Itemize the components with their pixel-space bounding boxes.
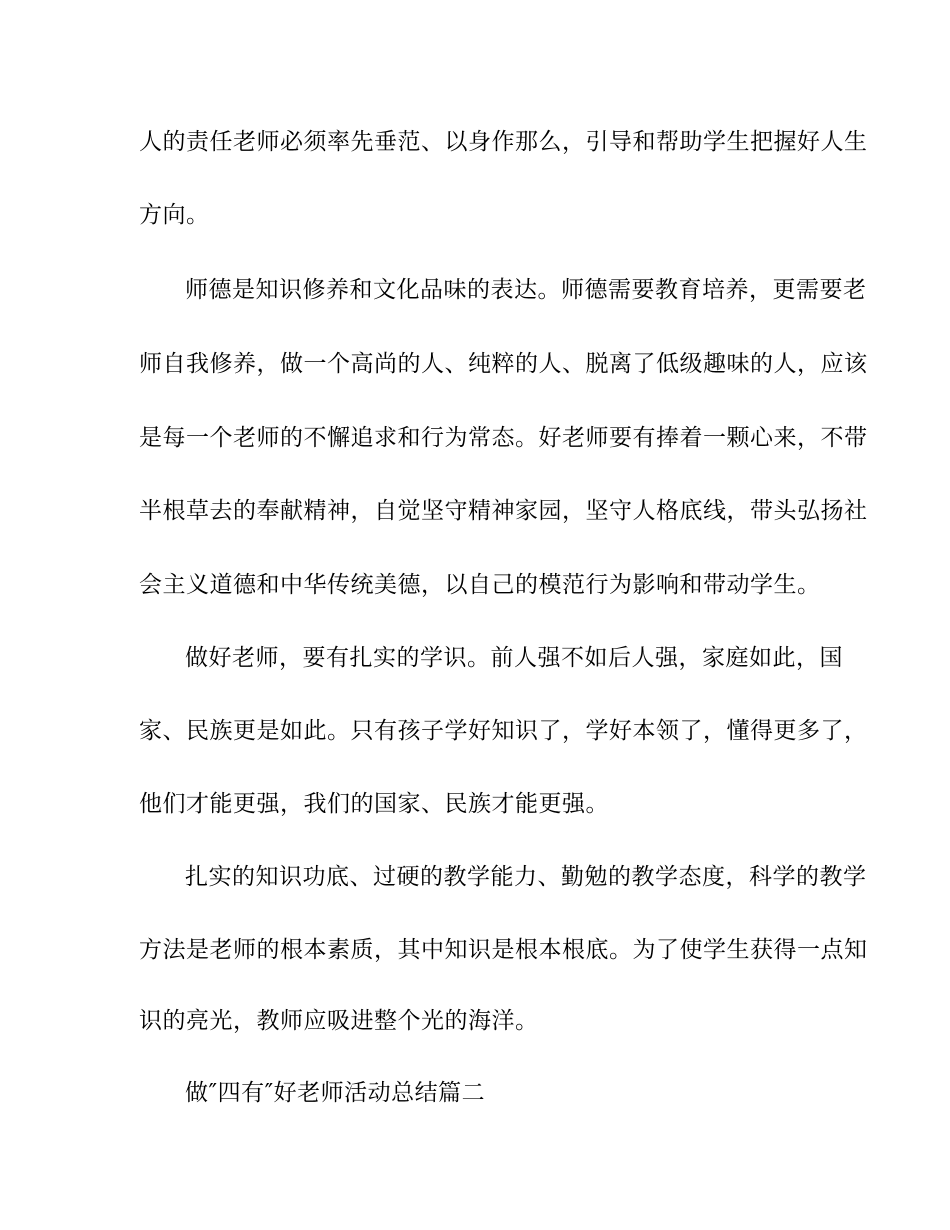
text-line: 他们才能更强，我们的国家、民族才能更强。 bbox=[139, 791, 609, 817]
text-line: 是每一个老师的不懈追求和行为常态。好老师要有捧着一颗心来，不带 bbox=[139, 425, 868, 451]
text-line: 方向。 bbox=[139, 202, 210, 228]
text-line: 家、民族更是如此。只有孩子学好知识了，学好本领了，懂得更多了， bbox=[139, 718, 868, 744]
paragraph-start: 扎实的知识功底、过硬的教学能力、勤勉的教学态度，科学的教学 bbox=[185, 864, 867, 890]
text-line: 半根草去的奉献精神，自觉坚守精神家园，坚守人格底线，带头弘扬社 bbox=[139, 498, 868, 524]
text-line: 会主义道德和中华传统美德，以自己的模范行为影响和带动学生。 bbox=[139, 572, 821, 598]
text-line: 识的亮光，教师应吸进整个光的海洋。 bbox=[139, 1008, 539, 1034]
section-heading: 做″四有″好老师活动总结篇二 bbox=[185, 1080, 486, 1106]
text-line: 方法是老师的根本素质，其中知识是根本根底。为了使学生获得一点知 bbox=[139, 937, 868, 963]
text-line: 人的责任老师必须率先垂范、以身作那么，引导和帮助学生把握好人生 bbox=[139, 129, 868, 155]
paragraph-start: 做好老师，要有扎实的学识。前人强不如后人强，家庭如此，国 bbox=[185, 645, 843, 671]
paragraph-start: 师德是知识修养和文化品味的表达。师德需要教育培养，更需要老 bbox=[185, 277, 867, 303]
text-line: 师自我修养，做一个高尚的人、纯粹的人、脱离了低级趣味的人，应该 bbox=[139, 351, 868, 377]
